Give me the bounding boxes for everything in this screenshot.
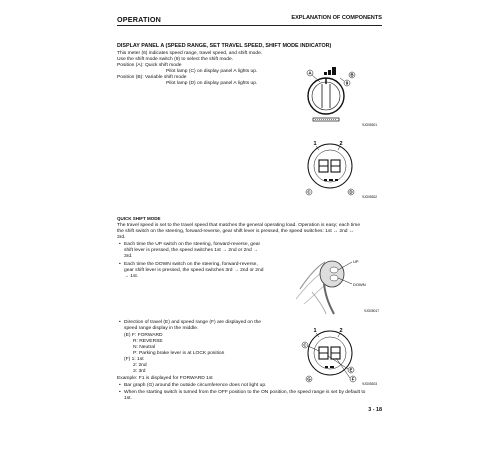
panel2-label-f: F	[351, 376, 355, 382]
up-bullet-line: shift lever is pressed, the speed switches 1st → 2nd or 2nd →	[124, 248, 259, 253]
switch-label-a: A	[308, 70, 312, 76]
shift-mode-switch-figure	[295, 62, 380, 132]
lever-label-down: DOWN	[353, 282, 366, 287]
dial-gauge-icon	[308, 331, 352, 375]
segment-display-icon	[319, 160, 340, 172]
section-title: DISPLAY PANEL A (SPEED RANGE, SET TRAVEL SPEED, SHIFT MODE INDICATOR)	[117, 43, 332, 49]
speed-range-display-figure	[295, 323, 380, 388]
position-b-label: Position (B): Variable shift mode	[117, 75, 187, 80]
direction-line: speed range display in the middle.	[124, 326, 199, 331]
position-a-label: Position (A): Quick shift mode	[117, 63, 182, 68]
lever-label-up: UP	[353, 259, 359, 264]
panel2-label-g: G	[307, 376, 311, 382]
figure-code: 9JG05303	[362, 382, 377, 386]
panel-label-num1: 1	[313, 141, 317, 147]
base-plate	[313, 118, 339, 121]
quick-text-line: The travel speed is set to the travel speed that matches the general operating load. Operation is easy; each time	[117, 223, 361, 228]
position-b-detail: Pilot lamp (D) on display panel A lights up.	[166, 81, 258, 86]
up-bullet-line: Each time the UP switch on the steering, forward-reverse, gear	[124, 242, 261, 247]
lever-knob-icon	[320, 261, 344, 287]
bullet-dot: •	[119, 320, 121, 325]
direction-line: Direction of travel (E) and speed range (F) are displayed on the	[124, 320, 262, 325]
panel-label-num2: 2	[339, 328, 343, 334]
speed-ramp-icon	[324, 67, 336, 75]
quick-text-line: the shift switch on the steering, forward-reverse, gear shift lever is pressed, the speed switches: 1st ↔ 2nd ↔	[117, 229, 354, 234]
down-bullet-line: → 1st.	[124, 274, 139, 279]
intro-line: This meter (6) indicates speed range, travel speed, and shift mode.	[117, 51, 263, 56]
bullet-dot: •	[119, 262, 121, 267]
e-item: N: Neutral	[133, 345, 156, 350]
up-bullet-line: 3rd.	[124, 254, 133, 259]
bullet-dot: •	[119, 383, 121, 388]
panel-label-num1: 1	[313, 328, 317, 334]
quick-mode-title: QUICK SHIFT MODE	[117, 216, 161, 221]
bullet-dot: •	[119, 390, 121, 395]
figure-code: 9JG05302	[362, 195, 377, 199]
switch-label-b: B	[350, 72, 354, 78]
dial-gauge-icon	[308, 144, 352, 188]
down-bullet-line: gear shift lever is pressed, the speed switches 3rd → 2nd or 2nd	[124, 268, 264, 273]
panel2-label-c: C	[303, 342, 307, 348]
display-panel-figure	[295, 138, 380, 203]
f-item: 2: 2nd	[133, 363, 147, 368]
intro-line: Use the shift mode switch (9) to select the shift mode.	[117, 57, 234, 62]
header-section: OPERATION	[117, 15, 161, 24]
panel2-label-e: E	[349, 367, 353, 373]
example-line: Example: F1 is displayed for FORWARD 1st	[117, 376, 213, 381]
panel-label-d: D	[349, 189, 353, 195]
shift-lever-figure	[290, 244, 382, 316]
page-number: 3 - 18	[368, 407, 382, 413]
panel-label-c: C	[307, 189, 311, 195]
default-speed-line: 1st.	[124, 396, 132, 401]
bullet-dot: •	[119, 242, 121, 247]
header-rule	[117, 25, 382, 26]
figure-code: 9JG05017	[364, 309, 379, 313]
e-item: (E) F: FORWARD	[124, 333, 163, 338]
switch-label-num: 9	[345, 80, 349, 86]
f-item: (F) 1: 1st	[124, 357, 144, 362]
panel-label-num2: 2	[339, 141, 343, 147]
position-a-detail: Pilot lamp (C) on display panel A lights up.	[166, 69, 258, 74]
bar-graph-note: Bar graph (G) around the outside circumference does not light up.	[124, 383, 267, 388]
e-item: R: REVERSE	[133, 339, 163, 344]
quick-text-line: 3rd.	[117, 235, 126, 240]
switch-knob-icon	[308, 78, 344, 114]
down-bullet-line: Each time the DOWN switch on the steering, forward-reverse,	[124, 262, 258, 267]
figure-code: 9JG05301	[362, 123, 377, 127]
e-item: P: Parking brake lever is at LOCK position	[133, 351, 225, 356]
f-item: 3: 3rd	[133, 369, 146, 374]
default-speed-line: When the starting switch is turned from the OFF position to the ON position, the speed range is set by default to	[124, 390, 366, 395]
header-chapter: EXPLANATION OF COMPONENTS	[291, 15, 382, 21]
